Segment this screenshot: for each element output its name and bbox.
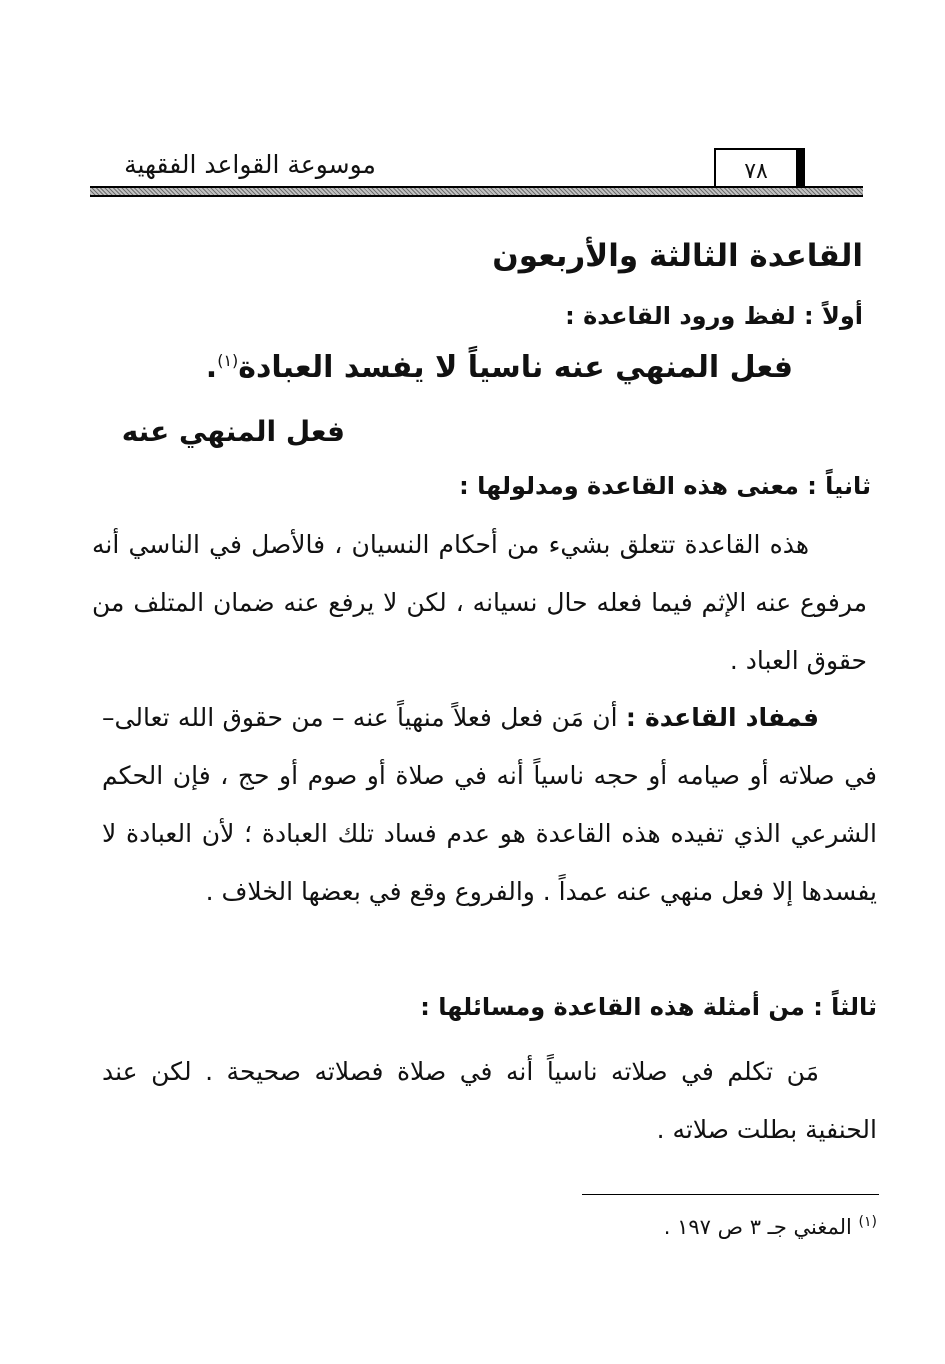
page-number: ٧٨ — [714, 148, 798, 192]
footnote-mark: (١) — [858, 1214, 877, 1230]
paragraph-body: أن مَن فعل فعلاً منهياً عنه – من حقوق الله تعالى– في صلاته أو صيامه أو حجه ناسياً أنه في صلاة أو صوم أو حج ، فإن الحكم الشرعي الذي تفيده هذه القاعدة هو عدم فساد تلك العبادة ؛ لأن العبادة لا يفسدها إلا فعل منهي عنه عمداً . والفروع وقع في بعضها الخلاف . — [102, 703, 877, 906]
meaning-paragraph-2 — [102, 689, 877, 921]
footnote-separator — [582, 1194, 879, 1195]
rule-heading: القاعدة الثالثة والأربعون — [492, 238, 863, 274]
rule-text: فعل المنهي عنه ناسياً لا يفسد العبادة — [238, 350, 793, 385]
section-label-examples: ثالثاً : من أمثلة هذه القاعدة ومسائلها : — [420, 993, 877, 1021]
section-label-meaning: ثانياً : معنى هذه القاعدة ومدلولها : — [459, 472, 871, 500]
section-label-wording: أولاً : لفظ ورود القاعدة : — [565, 302, 863, 330]
footnote-text: المغني جـ ٣ ص ١٩٧ . — [663, 1215, 852, 1239]
footnote-reference: (١) — [217, 351, 239, 370]
examples-paragraph: مَن تكلم في صلاته ناسياً أنه في صلاة فصلاته صحيحة . لكن عند الحنفية بطلت صلاته . — [102, 1057, 877, 1144]
meaning-paragraph-1: هذه القاعدة تتعلق بشيء من أحكام النسيان ، فالأصل في الناسي أنه مرفوع عنه الإثم فيما فعله حال نسيانه ، لكن لا يرفع عنه ضمان المتلف من حقوق العباد . — [92, 530, 867, 675]
rule-end: . — [205, 350, 218, 385]
rule-term: فعل المنهي عنه — [121, 415, 345, 448]
rule-statement — [206, 350, 793, 385]
running-header-title: موسوعة القواعد الفقهية — [124, 150, 376, 179]
paragraph-lead: فمفاد القاعدة : — [625, 703, 820, 732]
header-divider-bar — [90, 186, 863, 197]
footnote — [664, 1214, 877, 1239]
